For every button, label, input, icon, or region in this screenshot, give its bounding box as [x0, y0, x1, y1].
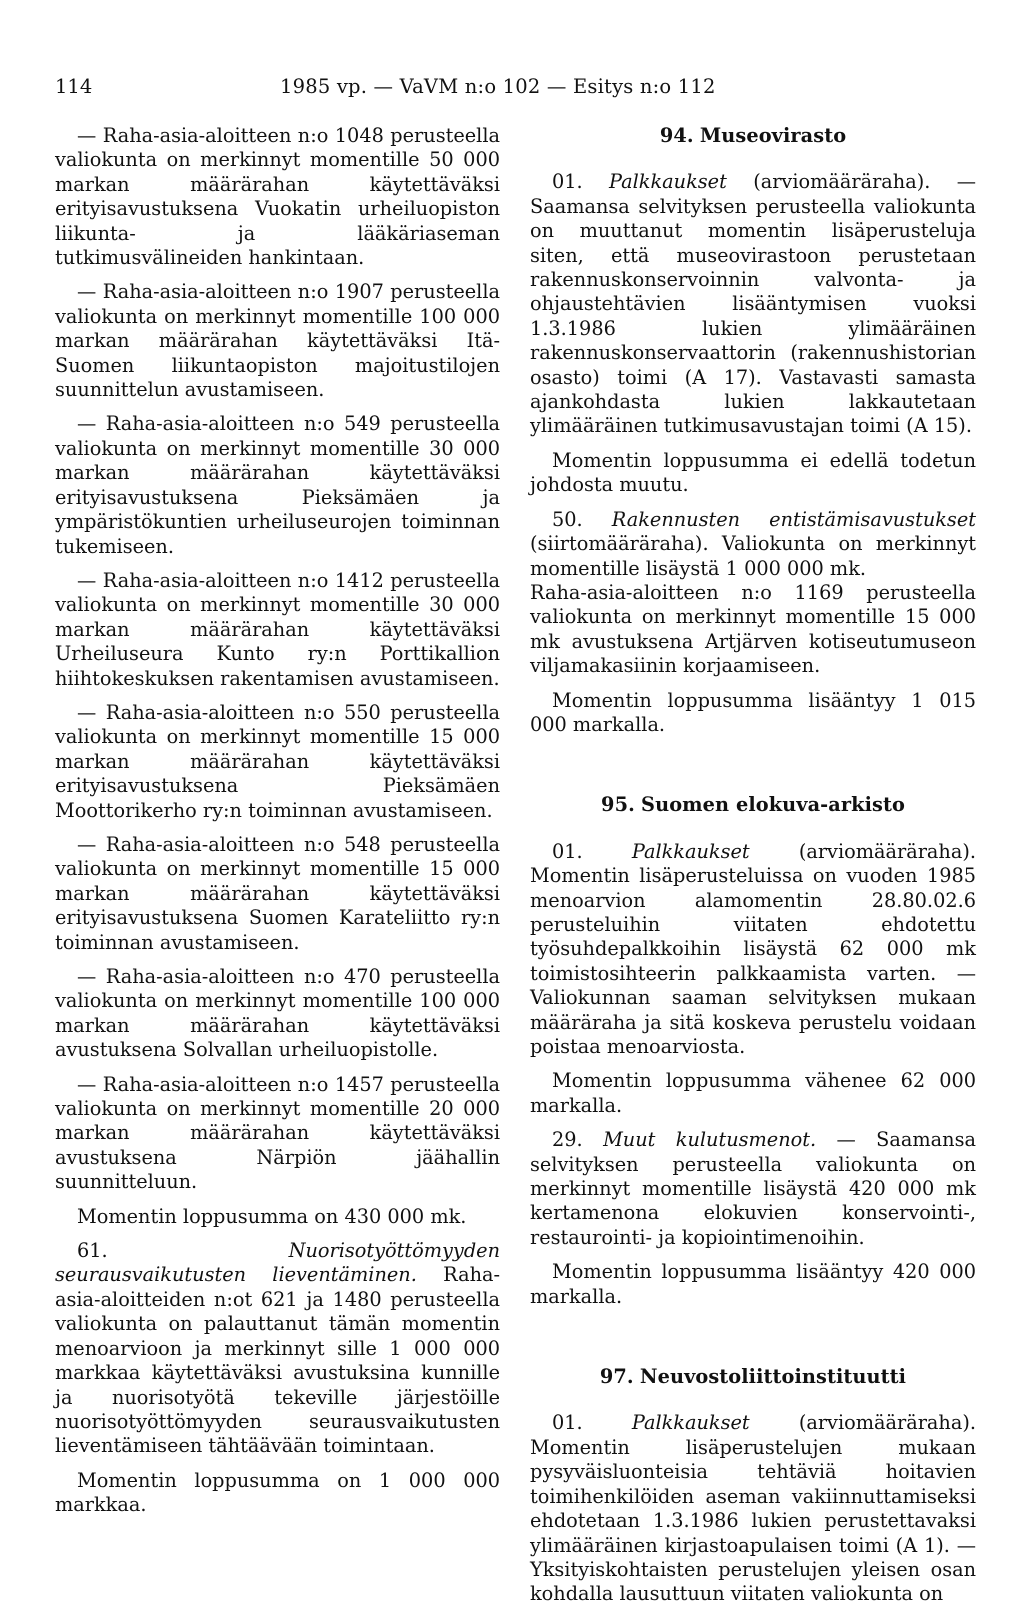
item-number: 01. [552, 170, 583, 194]
momentin-total: Momentin loppusumma lisääntyy 420 000 markalla. [530, 1260, 976, 1308]
item-number: 29. [552, 1128, 583, 1152]
momentin-total: Momentin loppusumma vähenee 62 000 markalla. [530, 1069, 976, 1117]
item-94-01 [530, 170, 976, 438]
paragraph: — Raha-asia-aloitteen n:o 470 perusteella valiokunta on merkinnyt momentille 100 000 markan määrärahan käytettäväksi avustuksena Solvallan urheiluopistolle. [55, 965, 500, 1062]
item-61 [55, 1239, 500, 1459]
paragraph: Raha-asia-aloitteen n:o 1169 perusteella valiokunta on merkinnyt momentille 15 000 mk avustuksena Artjärven kotiseutumuseon viljamakasiinin korjaamiseen. [530, 580, 976, 678]
paragraph: — Raha-asia-aloitteen n:o 549 perusteella valiokunta on merkinnyt momentille 30 000 markan määrärahan käytettäväksi erityisavustuksena Pieksämäen ja ympäristökuntien urheiluseurojen toiminnan tukemiseen. [55, 412, 500, 558]
item-number: 61. [77, 1239, 108, 1263]
section-heading-95 [530, 793, 976, 817]
item-text: — Saamansa selvityksen perusteella valiokunta on muuttanut momentin lisäperusteluja siten, että museovirastoon perustetaan rakennuskonservoinnin valvonta- ja ohjaustehtävien lisääntymisen vuoksi 1.3.1986 lukien ylimääräinen rakennuskonservaattorin (rakennushistorian osasto) toimi (A 17). Vastavasti samasta ajankohdasta lukien lakkautetaan ylimääräinen tutkimusavustajan toimi (A 15). [530, 170, 976, 438]
running-title: 1985 vp. — VaVM n:o 102 — Esitys n:o 112 [280, 75, 716, 98]
item-title: Nuorisotyöttömyyden seurausvaikutusten lieventäminen. [55, 1239, 500, 1287]
paragraph: — Raha-asia-aloitteen n:o 1457 perusteella valiokunta on merkinnyt momentille 20 000 markan määrärahan käytettäväksi avustuksena Närpiön jäähallin suunnitteluun. [55, 1072, 500, 1194]
item-94-50 [530, 508, 976, 581]
item-text: Raha-asia-aloitteiden n:ot 621 ja 1480 perusteella valiokunta on palauttanut tämän momentin menoarvioon ja merkinnyt sille 1 000 000 markkaa käytettäväksi avustuksina kunnille ja nuorisotyötä tekeville järjestöille nuorisotyöttömyyden seurausvaikutusten lieventämiseen tähtäävään toimintaan. [55, 1263, 500, 1458]
item-title: Palkkaukset [609, 170, 727, 194]
item-title: Rakennusten entistämisavustukset [611, 507, 976, 531]
item-text: (arviomääräraha). Momentin lisäperustelujen mukaan pysyväisluonteisia tehtäviä hoitavien toimihenkilöiden aseman vakiinnuttamiseksi ehdotetaan 1.3.1986 lukien perustettavaksi ylimääräinen kirjastoapulaisen toimi (A 1). — Yksityiskohtaisten perustelujen yleisen osan kohdalla lausuttuun viitaten valiokunta on [530, 1411, 976, 1606]
momentin-total: Momentin loppusumma on 430 000 mk. [77, 1204, 467, 1228]
item-qualifier: (arviomääräraha). [753, 170, 931, 194]
momentin-total: Momentin loppusumma ei edellä todetun johdosta muutu. [530, 448, 976, 497]
paragraph: — Raha-asia-aloitteen n:o 1412 perusteella valiokunta on merkinnyt momentille 30 000 markan määrärahan käytettäväksi Urheiluseura Kunto ry:n Porttikallion hiihtokeskuksen rakentamisen avustamiseen. [55, 568, 500, 690]
item-97-01 [530, 1411, 976, 1606]
item-text: — Saamansa selvityksen perusteella valiokunta on merkinnyt momentille lisäystä 420 000 mk kertamenona elokuvien konservointi-, restaurointi- ja kopiointimenoihin. [530, 1128, 976, 1249]
item-title: Palkkaukset [631, 1411, 750, 1435]
item-text: (arviomääräraha). Momentin lisäperusteluissa on vuoden 1985 menoarvion alamomentin 28.80.02.6 perusteluihin viitaten ehdotettu työsuhdepalkkoihin lisäystä 62 000 mk toimistosihteerin palkkaamista varten. — Valiokunnan saaman selvityksen mukaan määräraha ja sitä koskeva perustelu voidaan poistaa menoarviosta. [530, 839, 976, 1058]
section-number: 95. [601, 793, 635, 817]
section-title: Suomen elokuva-arkisto [641, 793, 905, 817]
section-heading-94 [530, 124, 976, 148]
right-column [530, 124, 976, 1617]
item-95-01 [530, 840, 976, 1060]
left-column [55, 124, 500, 1528]
item-95-29 [530, 1128, 976, 1250]
momentin-total: Momentin loppusumma on 1 000 000 markkaa. [55, 1468, 500, 1517]
item-number: 01. [552, 1411, 583, 1435]
section-title: Neuvostoliittoinstituutti [639, 1365, 907, 1389]
section-heading-97 [530, 1365, 976, 1389]
item-title: Palkkaukset [631, 839, 750, 863]
paragraph: — Raha-asia-aloitteen n:o 548 perusteella valiokunta on merkinnyt momentille 15 000 markan määrärahan käytettäväksi erityisavustuksena Suomen Karateliitto ry:n toiminnan avustamiseen. [55, 832, 500, 954]
momentin-total: Momentin loppusumma lisääntyy 1 015 000 markalla. [530, 688, 976, 736]
section-title: Museovirasto [699, 124, 847, 147]
page-number: 114 [55, 75, 93, 98]
paragraph: — Raha-asia-aloitteen n:o 550 perusteella valiokunta on merkinnyt momentille 15 000 markan määrärahan käytettäväksi erityisavustuksena Pieksämäen Moottorikerho ry:n toiminnan avustamiseen. [55, 700, 500, 822]
item-text: (siirtomääräraha). Valiokunta on merkinnyt momentille lisäystä 1 000 000 mk. [530, 532, 976, 580]
paragraph: — Raha-asia-aloitteen n:o 1907 perusteella valiokunta on merkinnyt momentille 100 000 markan määrärahan käytettäväksi Itä-Suomen liikuntaopiston majoitustilojen suunnittelun avustamiseen. [55, 280, 500, 402]
section-number: 97. [599, 1365, 634, 1389]
item-number: 01. [552, 839, 583, 863]
item-number: 50. [552, 507, 583, 531]
item-title: Muut kulutusmenot. [603, 1128, 817, 1152]
paragraph: — Raha-asia-aloitteen n:o 1048 perusteella valiokunta on merkinnyt momentille 50 000 markan määrärahan käytettäväksi erityisavustuksena Vuokatin urheiluopiston liikunta- ja lääkäriaseman tutkimusvälineiden hankintaan. [55, 124, 500, 270]
section-number: 94. [659, 124, 694, 147]
